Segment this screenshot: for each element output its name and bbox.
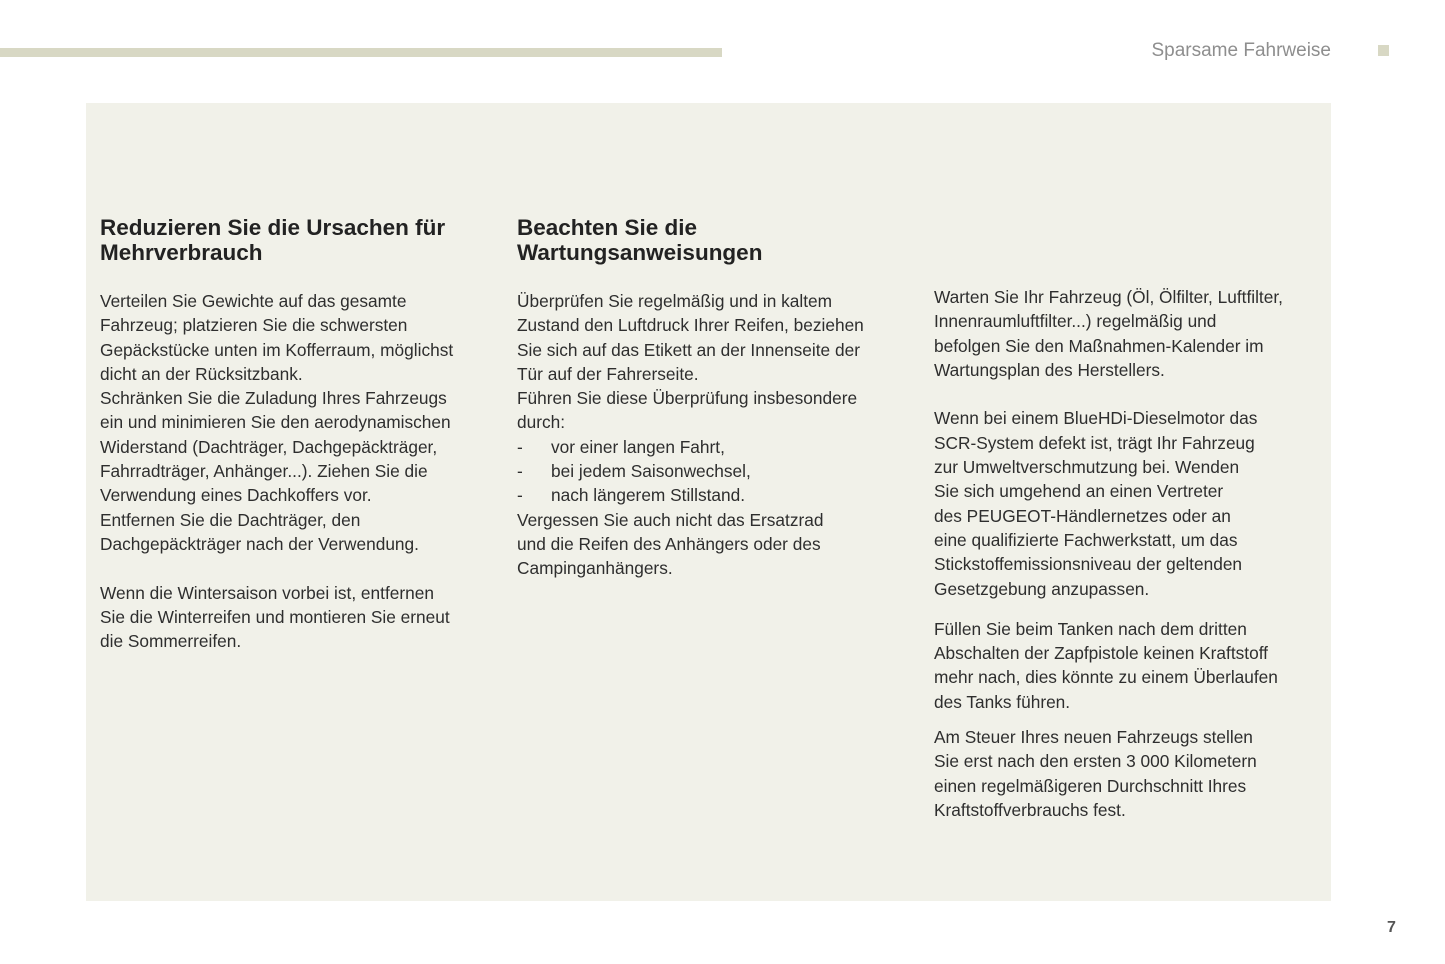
list-item bbox=[517, 459, 902, 483]
heading-maintenance-instructions: Beachten Sie die Wartungsanweisungen bbox=[517, 215, 763, 265]
dash-marker: - bbox=[517, 461, 523, 482]
paragraph-refuelling: Füllen Sie beim Tanken nach dem dritten Abschalten der Zapfpistole keinen Kraftstoff mehr nach, dies könnte zu einem Überlaufen des Tanks führen. bbox=[934, 618, 1278, 712]
header-rule bbox=[0, 48, 722, 57]
paragraph-weight-distribution: Verteilen Sie Gewichte auf das gesamte Fahrzeug; platzieren Sie die schwersten Gepäckstücke unten im Kofferraum, möglichst dicht an der Rücksitzbank. Schränken Sie die Zuladung Ihres Fahrzeugs ein und minimieren Sie den aerodynamischen Widerstand (Dachträger, Dachgepäckträger, Fahrradträger, Anhänger...). Ziehen Sie die Verwendung eines Dachkoffers vor. Entfernen Sie die Dachträger, den Dachgepäckträger nach der Verwendung. bbox=[100, 291, 454, 554]
section-marker-square-icon bbox=[1378, 45, 1389, 56]
dash-marker: - bbox=[517, 436, 523, 457]
column-maintenance-instructions bbox=[517, 216, 902, 581]
section-title: Sparsame Fahrweise bbox=[1151, 40, 1331, 61]
paragraph-tyre-pressure: Überprüfen Sie regelmäßig und in kaltem Zustand den Luftdruck Ihrer Reifen, beziehen Sie sich auf das Etikett an der Innenseite der Tür auf der Fahrerseite. Führen Sie diese Überprüfung insbesondere durch: bbox=[517, 291, 864, 433]
page-number: 7 bbox=[1387, 919, 1396, 936]
column-reduce-consumption bbox=[100, 216, 485, 653]
column-service-notes bbox=[934, 285, 1319, 822]
list-item-text: bei jedem Saisonwechsel, bbox=[551, 461, 751, 482]
paragraph-service-schedule: Warten Sie Ihr Fahrzeug (Öl, Ölfilter, Luftfilter, Innenraumluftfilter...) regelmäßig und befolgen Sie den Maßnahmen-Kalender im Wartungsplan des Herstellers. bbox=[934, 287, 1283, 380]
list-item-text: vor einer langen Fahrt, bbox=[551, 436, 725, 457]
list-item-text: nach längerem Stillstand. bbox=[551, 485, 746, 506]
list-item bbox=[517, 435, 902, 459]
paragraph-spare-wheel: Vergessen Sie auch nicht das Ersatzrad und die Reifen des Anhängers oder des Campinganhängers. bbox=[517, 509, 824, 579]
paragraph-winter-tyres: Wenn die Wintersaison vorbei ist, entfernen Sie die Winterreifen und montieren Sie erneut die Sommerreifen. bbox=[100, 582, 450, 652]
list-item bbox=[517, 483, 902, 507]
content-panel bbox=[86, 103, 1331, 901]
heading-reduce-consumption: Reduzieren Sie die Ursachen für Mehrverbrauch bbox=[100, 215, 446, 265]
tyre-check-list bbox=[517, 435, 902, 508]
paragraph-running-in: Am Steuer Ihres neuen Fahrzeugs stellen Sie erst nach den ersten 3 000 Kilometern einen regelmäßigeren Durchschnitt Ihres Kraftstoffverbrauchs fest. bbox=[934, 727, 1257, 820]
dash-marker: - bbox=[517, 485, 523, 506]
paragraph-scr-system: Wenn bei einem BlueHDi-Dieselmotor das SCR-System defekt ist, trägt Ihr Fahrzeug zur Umweltverschmutzung bei. Wenden Sie sich umgehend an einen Vertreter des PEUGEOT-Händlernetzes oder an eine qualifizierte Fachwerkstatt, um das Stickstoffemissionsniveau der geltenden Gesetzgebung anzupassen. bbox=[934, 408, 1258, 599]
